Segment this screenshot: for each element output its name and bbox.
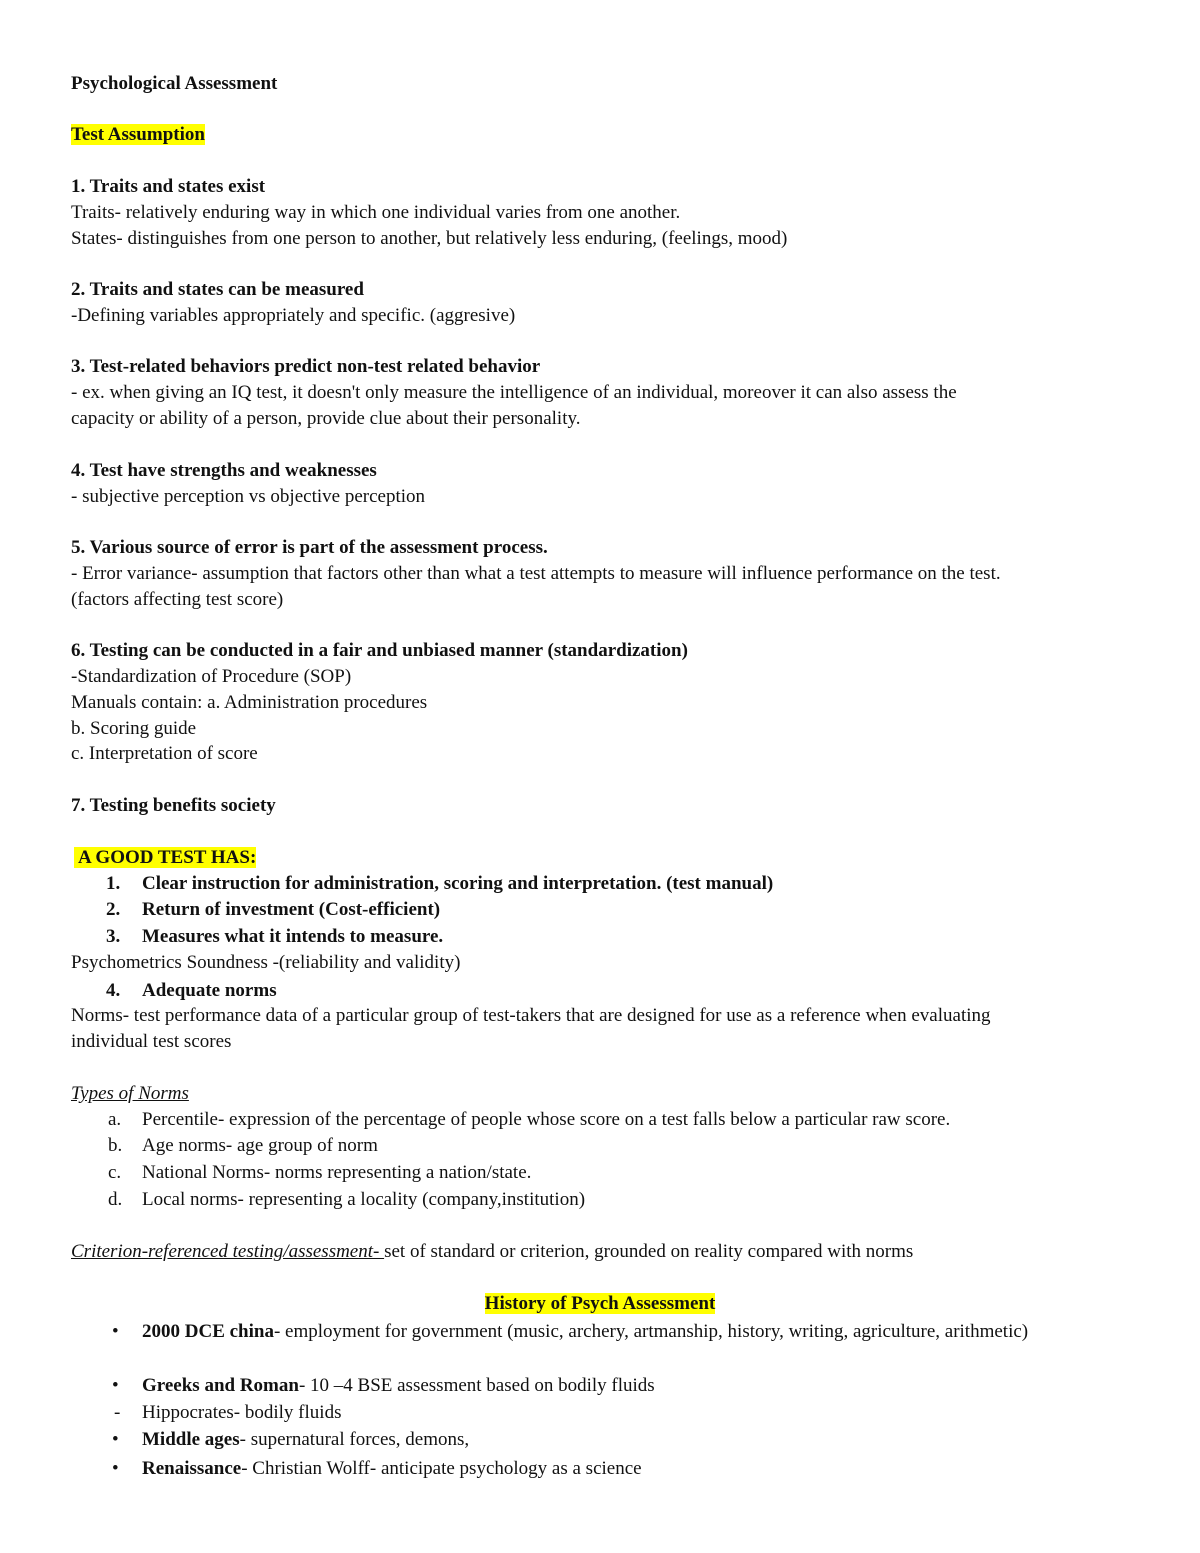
history-item bbox=[142, 1456, 1152, 1482]
bullet-marker: • bbox=[112, 1429, 119, 1450]
assumption-text: b. Scoring guide bbox=[71, 718, 197, 739]
assumption-text: c. Interpretation of score bbox=[71, 743, 258, 764]
dash-marker: - bbox=[114, 1402, 121, 1423]
bullet-marker: • bbox=[112, 1458, 119, 1479]
document-title: Psychological Assessment bbox=[71, 73, 278, 94]
assumption-text: capacity or ability of a person, provide clue about their personality. bbox=[71, 408, 581, 429]
section-heading bbox=[71, 123, 205, 147]
criterion-term: Criterion-referenced testing/assessment- bbox=[71, 1241, 385, 1262]
history-item bbox=[142, 1373, 1152, 1399]
list-item: Age norms- age group of norm bbox=[142, 1135, 378, 1156]
assumption-heading: 5. Various source of error is part of the assessment process. bbox=[71, 537, 548, 558]
assumption-text: Manuals contain: a. Administration procedures bbox=[71, 692, 428, 713]
highlighted-heading: Test Assumption bbox=[71, 124, 205, 145]
list-item: National Norms- norms representing a nation/state. bbox=[142, 1162, 532, 1183]
highlighted-heading: A GOOD TEST HAS: bbox=[74, 847, 256, 868]
list-number: 3. bbox=[106, 926, 121, 947]
list-letter: c. bbox=[108, 1162, 122, 1183]
history-item-text: - supernatural forces, demons, bbox=[239, 1429, 470, 1450]
list-item: Return of investment (Cost-efficient) bbox=[142, 899, 441, 920]
assumption-heading: 6. Testing can be conducted in a fair and unbiased manner (standardization) bbox=[71, 640, 688, 661]
list-number: 4. bbox=[106, 980, 121, 1001]
history-heading bbox=[0, 1292, 1200, 1316]
list-letter: d. bbox=[108, 1189, 123, 1210]
history-item bbox=[142, 1400, 1152, 1426]
psychometrics-text: Psychometrics Soundness -(reliability and validity) bbox=[71, 952, 461, 973]
bullet-marker: • bbox=[112, 1321, 119, 1342]
history-item-term: Greeks and Roman bbox=[142, 1375, 299, 1396]
assumption-text: - Error variance- assumption that factors other than what a test attempts to measure will influence performance on the test. bbox=[71, 563, 1001, 584]
history-item-term: Middle ages bbox=[142, 1429, 240, 1450]
assumption-heading: 2. Traits and states can be measured bbox=[71, 279, 364, 300]
list-number: 2. bbox=[106, 899, 121, 920]
assumption-heading: 4. Test have strengths and weaknesses bbox=[71, 460, 377, 481]
list-letter: b. bbox=[108, 1135, 123, 1156]
history-item-text: - Christian Wolff- anticipate psychology as a science bbox=[241, 1458, 642, 1479]
history-item-text: - employment for government (music, archery, artmanship, history, writing, agriculture, arithmetic) bbox=[273, 1321, 1029, 1342]
assumption-heading: 1. Traits and states exist bbox=[71, 176, 266, 197]
criterion-definition: set of standard or criterion, grounded on reality compared with norms bbox=[384, 1241, 914, 1262]
list-item: Clear instruction for administration, scoring and interpretation. (test manual) bbox=[142, 873, 774, 894]
history-item-text: Hippocrates- bodily fluids bbox=[142, 1402, 342, 1423]
assumption-text: -Standardization of Procedure (SOP) bbox=[71, 666, 352, 687]
assumption-text: - subjective perception vs objective perception bbox=[71, 486, 426, 507]
norms-definition: individual test scores bbox=[71, 1031, 232, 1052]
list-item: Percentile- expression of the percentage of people whose score on a test falls below a particular raw score. bbox=[142, 1109, 951, 1130]
list-item: Local norms- representing a locality (company,institution) bbox=[142, 1189, 586, 1210]
history-item bbox=[142, 1319, 1152, 1345]
list-item: Measures what it intends to measure. bbox=[142, 926, 444, 947]
history-item-term: 2000 DCE china bbox=[142, 1321, 274, 1342]
criterion-paragraph bbox=[71, 1240, 913, 1264]
history-item-text: - 10 –4 BSE assessment based on bodily fluids bbox=[298, 1375, 655, 1396]
highlighted-heading: History of Psych Assessment bbox=[484, 1293, 716, 1314]
list-item: Adequate norms bbox=[142, 980, 277, 1001]
assumption-text: - ex. when giving an IQ test, it doesn't only measure the intelligence of an individual, moreover it can also assess the bbox=[71, 382, 957, 403]
good-test-heading bbox=[74, 846, 256, 870]
bullet-marker: • bbox=[112, 1375, 119, 1396]
norms-definition: Norms- test performance data of a particular group of test-takers that are designed for use as a reference when evaluating bbox=[71, 1005, 991, 1026]
list-letter: a. bbox=[108, 1109, 122, 1130]
assumption-text: Traits- relatively enduring way in which one individual varies from one another. bbox=[71, 202, 681, 223]
assumption-text: -Defining variables appropriately and specific. (aggresive) bbox=[71, 305, 516, 326]
types-of-norms-heading: Types of Norms bbox=[71, 1083, 189, 1104]
list-number: 1. bbox=[106, 873, 121, 894]
assumption-heading: 7. Testing benefits society bbox=[71, 795, 276, 816]
history-item bbox=[142, 1427, 1152, 1453]
assumption-text: (factors affecting test score) bbox=[71, 589, 284, 610]
assumption-text: States- distinguishes from one person to another, but relatively less enduring, (feelings, mood) bbox=[71, 228, 788, 249]
history-item-term: Renaissance bbox=[142, 1458, 242, 1479]
assumption-heading: 3. Test-related behaviors predict non-test related behavior bbox=[71, 356, 541, 377]
